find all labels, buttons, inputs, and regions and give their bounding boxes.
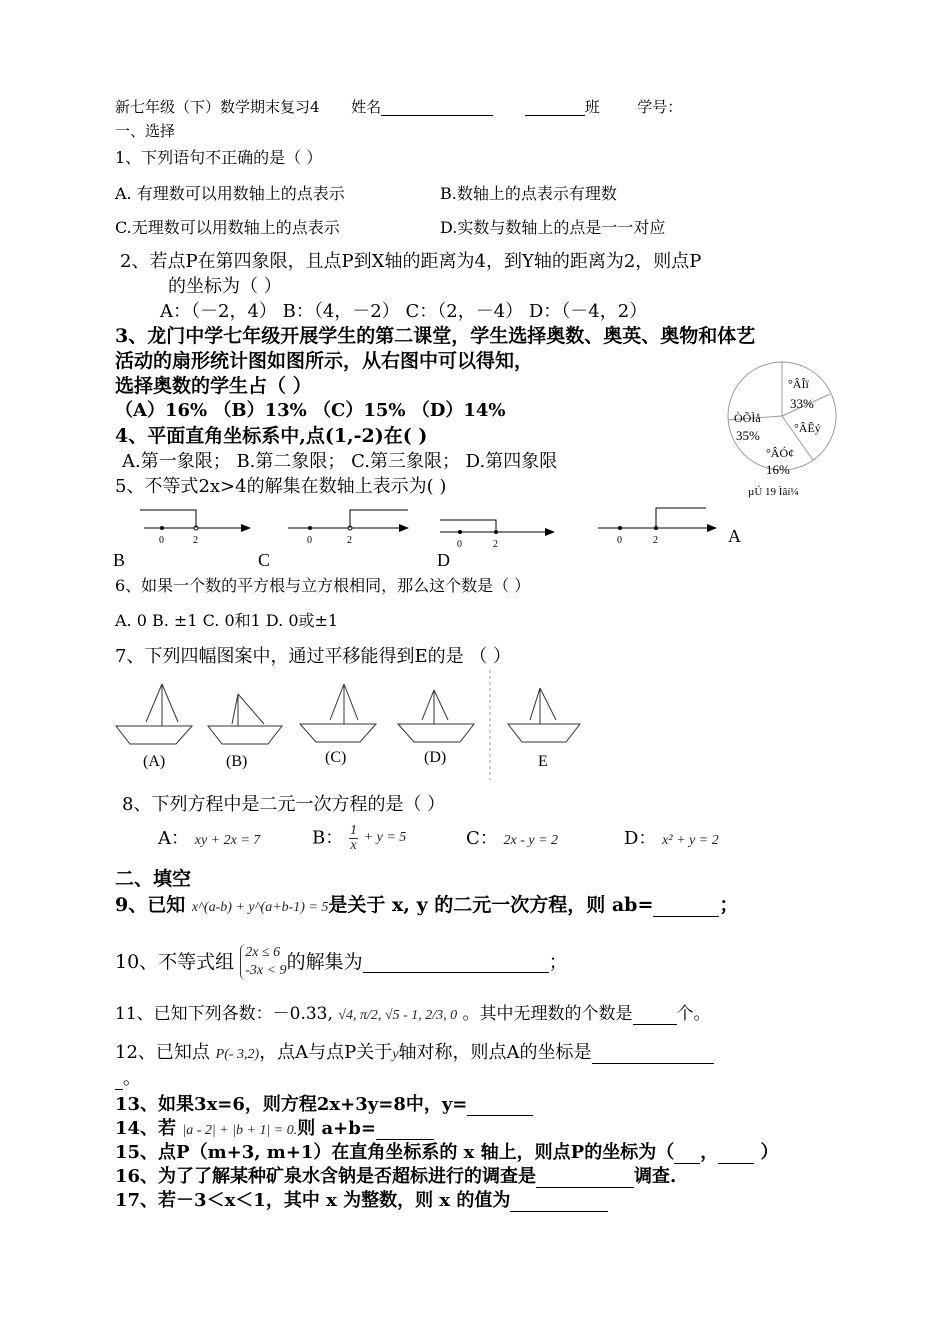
q5-stem: 5、不等式2x>4的解集在数轴上表示为( ) (115, 476, 447, 497)
q11-prefix: 11、已知下列各数：－0.33, (115, 1004, 333, 1024)
tick-label-0: 0 (617, 535, 622, 546)
q1-option-a: A. 有理数可以用数轴上的点表示 (115, 184, 345, 203)
q1-stem: 1、下列语句不正确的是（ ） (115, 148, 323, 167)
q5-number-lines (110, 500, 760, 550)
q8-b-rest: + y = 5 (363, 830, 407, 846)
q16-answer-blank[interactable] (536, 1168, 634, 1188)
q7-label-d: (D) (424, 749, 447, 766)
number-line-a (598, 508, 716, 546)
q4-options: A.第一象限； B.第二象限； C.第三象限； D.第四象限 (122, 451, 558, 472)
q9-prefix: 9、已知 (115, 894, 186, 916)
q13-answer-blank[interactable] (467, 1096, 533, 1116)
q17-answer-blank[interactable] (510, 1192, 608, 1212)
q12-point: P(- 3,2) (215, 1047, 260, 1062)
boat-figure-b (208, 694, 282, 744)
q12-end: 。 (123, 1068, 141, 1089)
q8-option-d (624, 828, 719, 850)
name-label: 姓名 (351, 98, 382, 116)
q2-stem-line1: 2、若点P在第四象限，且点P到X轴的距离为4，到Y轴的距离为2，则点P (120, 251, 702, 272)
q12-wrap (115, 1068, 141, 1090)
q7-label-b: (B) (226, 753, 248, 770)
section-fill-title: 二、填空 (115, 868, 192, 890)
pie-label-3: °ÂÊý (794, 421, 821, 435)
q10-inequality-1: 2x ≤ 6 (245, 945, 281, 960)
q11-end: 个。 (676, 1004, 711, 1024)
q11-answer-blank[interactable] (633, 1006, 677, 1025)
q7-label-c: (C) (325, 749, 347, 766)
q9-end: ； (719, 894, 739, 916)
q9 (115, 894, 738, 917)
pie-caption: µÚ 19 Ìâí¼ (748, 486, 799, 498)
q1-option-c: C.无理数可以用数轴上的点表示 (115, 218, 340, 237)
q8-b-fraction (349, 824, 358, 853)
q15-end: ） (754, 1142, 779, 1163)
pie-label-2: ÒÕÌå (734, 411, 761, 425)
q12-axis: y (392, 1047, 399, 1062)
boat-figure-e (508, 688, 580, 742)
q10-end: ； (548, 950, 568, 973)
q13-text: 13、如果3x=6，则方程2x+3y=8中，y= (115, 1094, 468, 1115)
q8-b-label: B： (312, 827, 344, 849)
q15-comma: ， (700, 1142, 719, 1163)
q10 (115, 944, 568, 980)
q6-stem: 6、如果一个数的平方根与立方根相同，那么这个数是（ ） (115, 576, 531, 595)
tick-label-0: 0 (457, 539, 462, 550)
header (115, 98, 682, 116)
q8-d-expression: x² + y = 2 (662, 833, 719, 848)
q14-answer-blank[interactable] (376, 1120, 434, 1140)
q11-numbers: √4, π/2, √5 - 1, 2/3, 0 (338, 1008, 458, 1023)
q10-system (240, 944, 286, 980)
q3-stem-line1: 3、龙门中学七年级开展学生的第二课堂，学生选择奥数、奥英、奥物和体艺 (115, 325, 756, 347)
tick-label-2: 2 (493, 539, 498, 550)
q8-b-numerator: 1 (349, 823, 357, 838)
q9-expression: x^(a-b) + y^(a+b-1) = 5 (191, 900, 329, 915)
q15-text: 15、点P（m+3, m+1）在直角坐标系的 x 轴上，则点P的坐标为（ (115, 1142, 675, 1163)
q10-prefix: 10、不等式组 (115, 950, 235, 973)
q14-text: 则 a+b= (297, 1118, 376, 1139)
q16 (115, 1166, 676, 1188)
q8-a-expression: xy + 2x = 7 (194, 833, 261, 848)
q7-label-a: (A) (143, 753, 166, 770)
q12-prefix: 12、已知点 (115, 1042, 210, 1063)
number-line-d (440, 520, 554, 550)
q14-expression: |a - 2| + |b + 1| = 0. (182, 1123, 298, 1138)
q9-text: 是关于 x, y 的二元一次方程，则 ab= (328, 894, 654, 916)
q5-label-d: D (437, 550, 450, 570)
number-line-b (140, 510, 250, 546)
q14 (115, 1118, 434, 1140)
q16-prefix: 16、为了了解某种矿泉水含钠是否超标进行的调查是 (115, 1166, 537, 1187)
q10-answer-blank[interactable] (363, 952, 549, 973)
q16-text: 调查. (634, 1166, 677, 1187)
q8-option-c (466, 828, 558, 850)
worksheet-title: 新七年级（下）数学期末复习4 (115, 98, 320, 116)
q8-stem: 8、下列方程中是二元一次方程的是（ ） (122, 794, 446, 815)
pie-label-1: °ÂÎï (788, 377, 809, 391)
q1-option-d: D.实数与数轴上的点是一一对应 (440, 218, 666, 237)
q5-label-a: A (728, 526, 741, 546)
tick-label-2: 2 (193, 535, 198, 546)
q11 (115, 1004, 711, 1025)
q8-c-label: C： (466, 828, 498, 849)
q15-answer-blank-y[interactable] (718, 1144, 754, 1164)
q2-stem-line2: 的坐标为（ ） (168, 276, 282, 297)
tick-label-2: 2 (653, 535, 658, 546)
pie-percent-1: 33% (790, 396, 814, 411)
q12-answer-blank[interactable] (592, 1044, 714, 1064)
q12 (115, 1042, 714, 1064)
q15 (115, 1142, 779, 1164)
class-label: 班 (584, 98, 600, 116)
q10-text: 的解集为 (286, 950, 363, 973)
q15-answer-blank-x[interactable] (674, 1144, 700, 1164)
q17-text: 17、若－3＜x＜1，其中 x 为整数，则 x 的值为 (115, 1190, 511, 1211)
q17 (115, 1190, 608, 1212)
q14-prefix: 14、若 (115, 1118, 177, 1139)
number-line-c (288, 510, 408, 546)
tick-label-0: 0 (307, 535, 312, 546)
class-blank[interactable] (525, 99, 585, 116)
q8-option-b (312, 824, 406, 853)
boat-figure-d (398, 690, 474, 742)
q3-stem-line2: 活动的扇形统计图如图所示，从右图中可以得知， (115, 350, 534, 372)
q9-answer-blank[interactable] (653, 896, 719, 917)
q5-label-c: C (258, 550, 271, 570)
q2-options: A：（－2，4） B：（4，－2） C：（2，－4） D：（－4，2） (160, 301, 648, 322)
section-choice-title: 一、选择 (115, 122, 176, 140)
q3-stem-line3: 选择奥数的学生占（ ） (115, 375, 312, 397)
q3-options: （A）16% （B）13% （C）15% （D）14% (115, 400, 506, 421)
q12-mid: ，点A与点P关于 (259, 1042, 393, 1063)
name-blank[interactable] (381, 99, 493, 116)
pie-label-4: °ÂÓ¢ (766, 446, 795, 460)
q10-inequality-2: -3x < 9 (245, 963, 287, 979)
student-id-label: 学号： (637, 98, 683, 116)
q7-stem: 7、下列四幅图案中，通过平移能得到E的是 （ ） (115, 646, 512, 667)
q8-option-a (158, 828, 260, 850)
activity-pie-chart (718, 360, 848, 505)
tick-label-0: 0 (159, 535, 164, 546)
q7-boat-figures (110, 670, 600, 780)
q13 (115, 1094, 533, 1116)
q1-option-b: B.数轴上的点表示有理数 (440, 184, 617, 203)
q7-label-e: E (538, 753, 548, 770)
boat-figure-a (116, 684, 192, 744)
q12-text: 轴对称，则点A的坐标是 (398, 1042, 592, 1063)
q8-a-label: A： (158, 828, 189, 849)
pie-percent-4: 16% (766, 462, 790, 477)
q11-text: 。其中无理数的个数是 (462, 1004, 633, 1024)
q8-b-denominator: x (350, 838, 357, 853)
q12-answer-blank-cont[interactable] (115, 1070, 123, 1090)
tick-label-2: 2 (347, 535, 352, 546)
boat-figure-c (300, 684, 376, 742)
pie-percent-2: 35% (736, 428, 760, 443)
q6-options: A. 0 B. ±1 C. 0和1 D. 0或±1 (115, 611, 339, 630)
q8-d-label: D： (624, 828, 657, 849)
q8-c-expression: 2x - y = 2 (503, 833, 559, 848)
q5-label-b: B (113, 550, 126, 570)
q4-stem: 4、平面直角坐标系中,点(1,-2)在( ) (115, 425, 428, 447)
